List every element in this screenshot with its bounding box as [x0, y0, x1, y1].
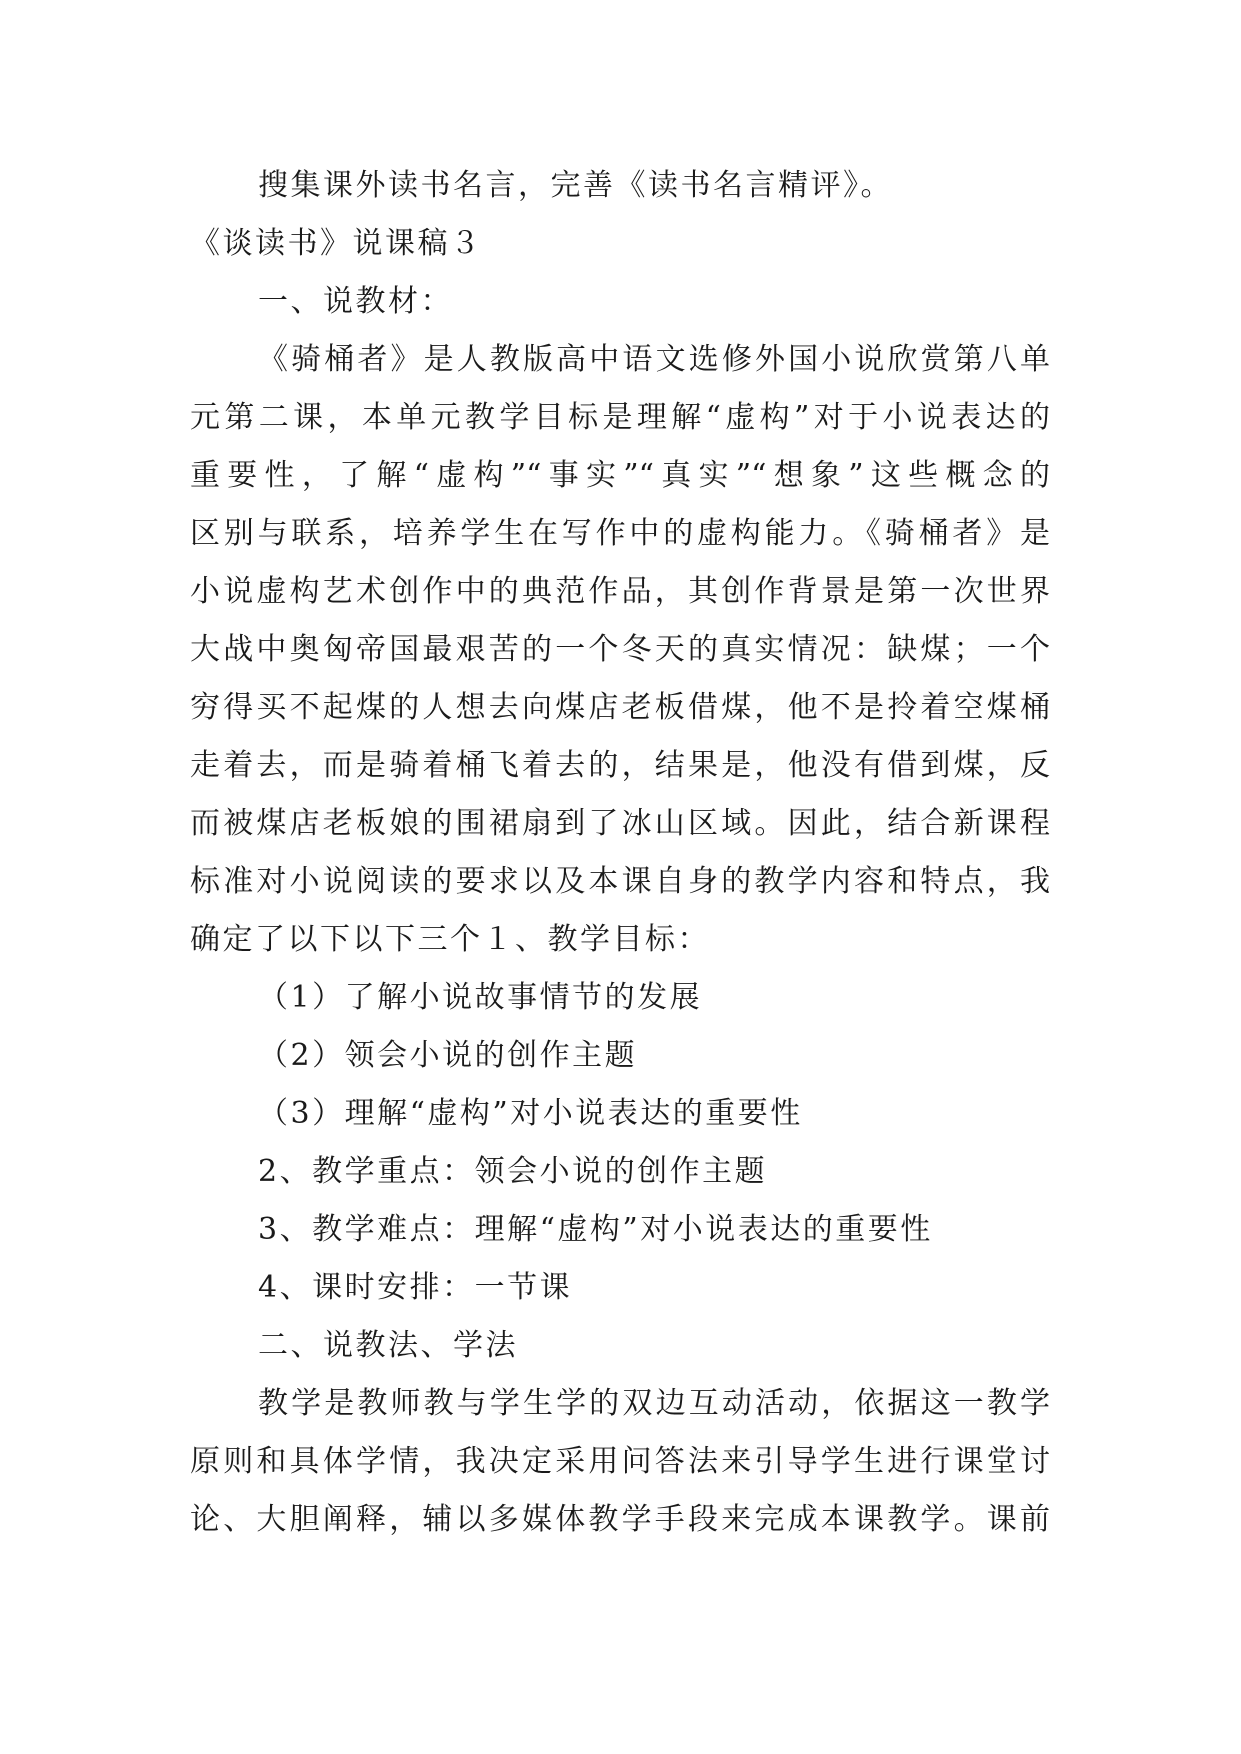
text-line: 走着去，而是骑着桶飞着去的，结果是，他没有借到煤，反: [190, 748, 1050, 783]
text-line: 小说虚构艺术创作中的典范作品，其创作背景是第一次世界: [190, 574, 1050, 609]
text-line: （3）理解“虚构”对小说表达的重要性: [258, 1096, 803, 1131]
text-line: 原则和具体学情，我决定采用问答法来引导学生进行课堂讨: [190, 1444, 1050, 1479]
text-line: 大战中奥匈帝国最艰苦的一个冬天的真实情况：缺煤；一个: [190, 632, 1050, 667]
text-line: 二、说教法、学法: [258, 1328, 518, 1363]
text-line: 教学是教师教与学生学的双边互动活动，依据这一教学: [258, 1386, 1050, 1421]
text-line: 穷得买不起煤的人想去向煤店老板借煤，他不是拎着空煤桶: [190, 690, 1050, 725]
text-line: （2）领会小说的创作主题: [258, 1038, 638, 1073]
text-line: 确定了以下以下三个１、教学目标：: [190, 922, 710, 957]
text-line: 元第二课，本单元教学目标是理解“虚构”对于小说表达的: [190, 400, 1050, 435]
text-line: 4、课时安排：一节课: [258, 1270, 573, 1305]
text-line: 重要性，了解“虚构”“事实”“真实”“想象”这些概念的: [190, 458, 1050, 493]
text-line: 2、教学重点：领会小说的创作主题: [258, 1154, 768, 1189]
text-line: 《骑桶者》是人教版高中语文选修外国小说欣赏第八单: [258, 342, 1050, 377]
document-body: [190, 157, 1050, 1549]
text-line: 一、说教材：: [258, 284, 453, 319]
text-line: 论、大胆阐释，辅以多媒体教学手段来完成本课教学。课前: [190, 1502, 1050, 1537]
text-line: 而被煤店老板娘的围裙扇到了冰山区域。因此，结合新课程: [190, 806, 1050, 841]
text-line: 区别与联系，培养学生在写作中的虚构能力。《骑桶者》是: [190, 516, 1050, 551]
text-line: （1）了解小说故事情节的发展: [258, 980, 703, 1015]
text-line: 搜集课外读书名言，完善《读书名言精评》。: [258, 168, 893, 203]
text-line: 3、教学难点：理解“虚构”对小说表达的重要性: [258, 1212, 933, 1247]
text-line: 标准对小说阅读的要求以及本课自身的教学内容和特点，我: [190, 864, 1050, 899]
text-line: 《谈读书》说课稿３: [190, 226, 483, 261]
